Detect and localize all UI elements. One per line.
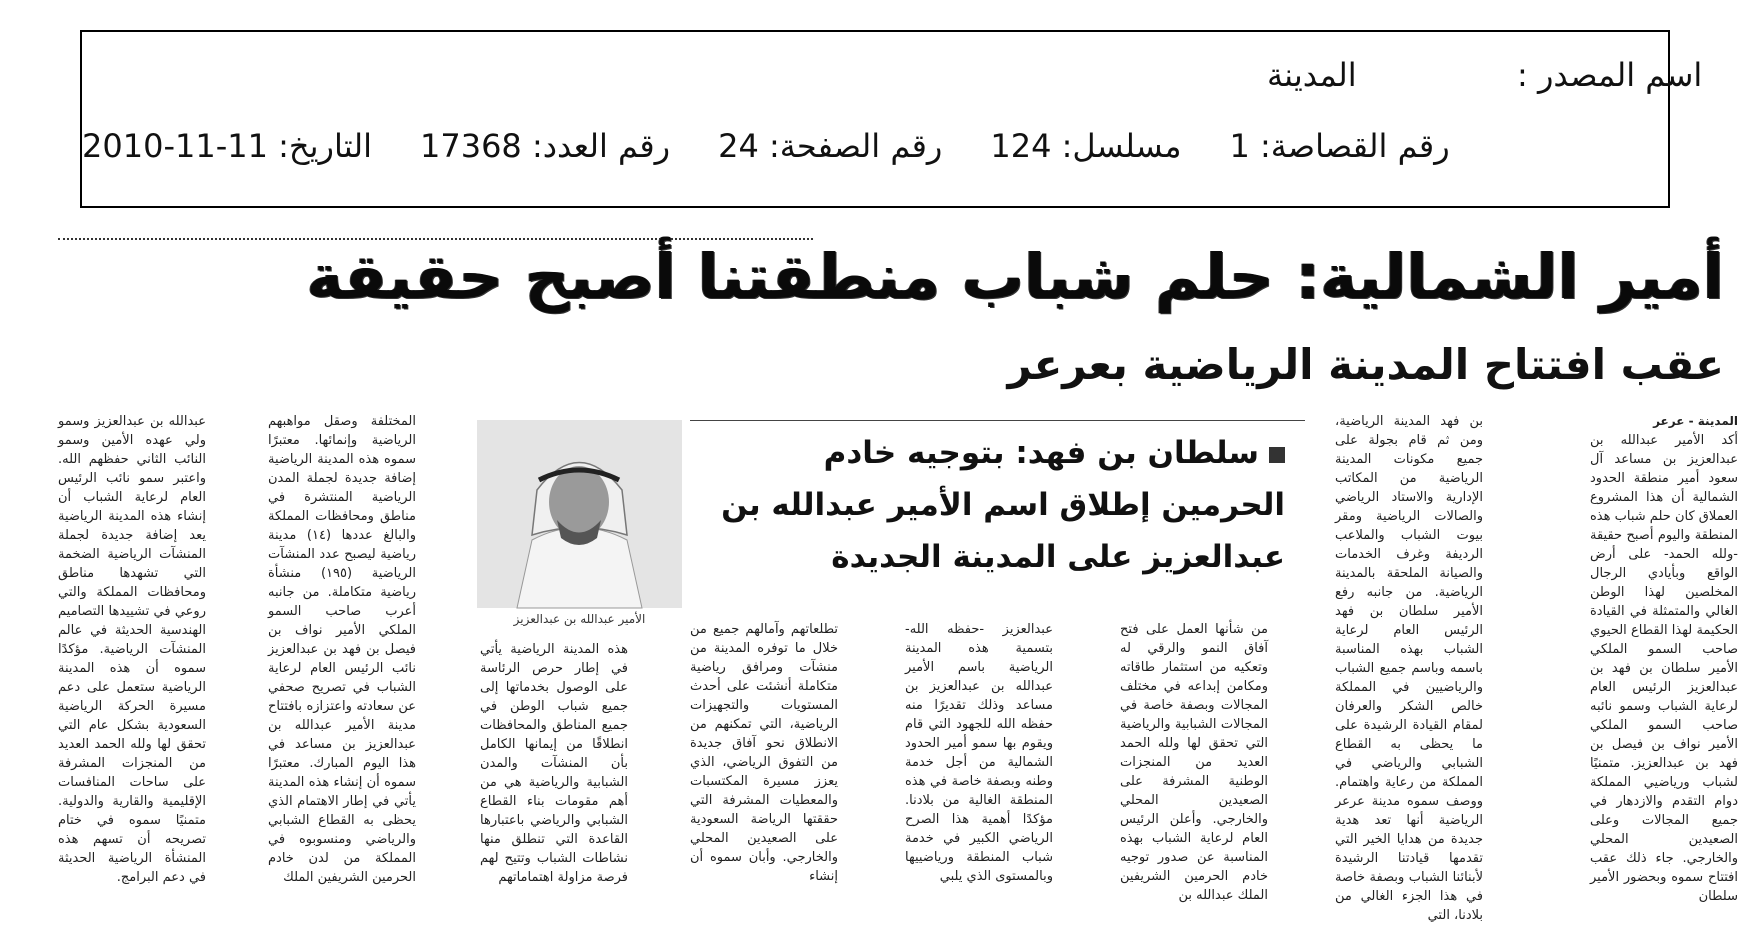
- clip-number: رقم القصاصة: 1: [1229, 127, 1450, 165]
- source-label: اسم المصدر :: [1517, 56, 1703, 94]
- metadata-row: [82, 127, 1642, 165]
- column-text: المختلفة وصقل مواهبهم الرياضية وإنمائها. معتبرًا سموه هذه المدينة الرياضية إضافة جديدة لجملة المدن الرياضية المنتشرة في مناطق ومحافظات المملكة والبالغ عددها (١٤) مدينة رياضية ليصبح عدد المنشآت الرياضية (١٩٥) منشأة رياضية متكاملة. من جانبه أعرب صاحب السمو الملكي الأمير نواف بن فيصل بن فهد بن عبدالعزيز نائب الرئيس العام لرعاية الشباب في تصريح صحفي عن سعادته واعتزازه بافتتاح مدينة الأمير عبدالله بن عبدالعزيز بن مساعد في هذا اليوم المبارك. معتبرًا سموه أن إنشاء هذه المدينة يأتي في إطار الاهتمام الذي يحظى به القطاع الشبابي والرياضي ومنسوبوه في المملكة من لدن خادم الحرمين الشريفين الملك: [268, 414, 416, 885]
- column-text: تطلعاتهم وآمالهم جميع من خلال ما توفره المدينة من منشآت ومرافق رياضية متكاملة أنشئت على أحدث المستويات والتجهيزات الرياضية، التي تمكنهم من الانطلاق نحو آفاق جديدة من التفوق الرياضي، الذي يعزز مسيرة المكتسبات والمعطيات المشرفة التي حققتها الرياضة السعودية على الصعيدين المحلي والخارجي. وأبان سموه أن إنشاء: [690, 622, 838, 884]
- column-text: أكد الأمير عبدالله بن عبدالعزيز بن مساعد آل سعود أمير منطقة الحدود الشمالية أن هذا المشروع العملاق كان حلم شباب هذه المنطقة واليوم أصبح حقيقة -ولله الحمد- على أرض الواقع وبأيادي الرجال المخلصين لهذا الوطن الغالي والمتمثلة في القيادة الحكيمة لهذا القطاع الحيوي صاحب السمو الملكي الأمير سلطان بن فهد بن عبدالعزيز الرئيس العام لرعاية الشباب وسمو نائبه صاحب السمو الملكي الأمير نواف بن فيصل بن فهد بن عبدالعزيز. متمنيًا لشباب ورياضيي المملكة دوام التقدم والازدهار في جميع المجالات وعلى الصعيدين المحلي والخارجي. جاء ذلك عقب افتتاح سموه وبحضور الأمير سلطان: [1590, 433, 1738, 904]
- article-column-5: [690, 620, 838, 884]
- article-subheadline: عقب افتتاح المدينة الرياضية بعرعر: [1007, 340, 1724, 389]
- source-info-box: [80, 30, 1703, 208]
- article-headline: أمير الشمالية: حلم شباب منطقتنا أصبح حقيقة: [306, 240, 1724, 313]
- portrait-photo: [477, 420, 682, 608]
- article-column-6: [480, 640, 628, 885]
- portrait-illustration: [477, 420, 682, 608]
- photo-caption: الأمير عبدالله بن عبدالعزيز: [513, 612, 646, 626]
- article-column-7: [268, 412, 416, 885]
- column-text: عبدالعزيز -حفظه الله- بتسمية هذه المدينة الرياضية باسم الأمير عبدالله بن عبدالعزيز بن مساعد وذلك تقديرًا منه حفظه الله للجهود التي قام ويقوم بها سمو أمير الحدود الشمالية من أجل خدمة وطنه وبصفة خاصة في هذه المنطقة الغالية من بلادنا. مؤكدًا أهمية هذا الصرح الرياضي الكبير في خدمة شباب المنطقة ورياضييها وبالمستوى الذي يلبي: [905, 622, 1053, 884]
- pull-quote-content: سلطان بن فهد: بتوجيه خادم الحرمين إطلاق اسم الأمير عبدالله بن عبدالعزيز على المدينة الجديدة: [721, 435, 1285, 575]
- article-column-8: [58, 412, 206, 885]
- pull-quote-text: [690, 427, 1305, 583]
- column-text: عبدالله بن عبدالعزيز وسمو ولي عهده الأمين وسمو النائب الثاني حفظهم الله. واعتبر سمو نائب الرئيس العام لرعاية الشباب أن إنشاء هذه المدينة الرياضية يعد إضافة جديدة لجملة المنشآت الرياضية الضخمة التي تشهدها مناطق ومحافظات المملكة والتي روعي في تشييدها التصاميم الهندسية الحديثة في عالم المنشآت الرياضية. مؤكدًا سموه أن هذه المدينة الرياضية ستعمل على دعم مسيرة الحركة الرياضية السعودية بشكل عام التي تحقق لها ولله الحمد العديد من المنجزات المشرفة على ساحات المنافسات الإقليمية والقارية والدولية. متمنيًا سموه في ختام تصريحه أن تسهم هذه المنشأة الرياضية الحديثة في دعم البرامج.: [58, 414, 206, 885]
- date-field: التاريخ: 11-11-2010: [82, 127, 372, 165]
- page-number: رقم الصفحة: 24: [718, 127, 943, 165]
- serial-number: مسلسل: 124: [990, 127, 1182, 165]
- article-column-4: [905, 620, 1053, 884]
- issue-number: رقم العدد: 17368: [419, 127, 671, 165]
- column-text: من شأنها العمل على فتح آفاق النمو والرقي له وتعكيه من استثمار طاقاته ومكامن إبداعه في مختلف المجالات وبصفة خاصة في المجالات الشبابية والرياضية التي تحقق لها ولله الحمد العديد من المنجزات الوطنية المشرفة على الصعيدين المحلي والخارجي. وأعلن الرئيس العام لرعاية الشباب بهذه المناسبة عن صدور توجيه خادم الحرمين الشريفين الملك عبدالله بن: [1120, 622, 1268, 903]
- dateline: المدينة - عرعر: [1653, 414, 1738, 428]
- article-column-1: [1590, 412, 1738, 904]
- pull-quote: [690, 420, 1305, 581]
- source-value: المدينة: [1267, 56, 1357, 94]
- column-text: بن فهد المدينة الرياضية، ومن ثم قام بجولة على جميع مكونات المدينة الرياضية من المكاتب الإدارية والاستاد الرياضي والصالات الرياضية ومقر بيوت الشباب والملاعب الرديفة وغرف الخدمات والصيانة الملحقة بالمدينة الرياضية. من جانبه رفع الأمير سلطان بن فهد الرئيس العام لرعاية الشباب بهذه المناسبة باسمه وباسم جميع الشباب والرياضيين في المملكة خالص الشكر والعرفان لمقام القيادة الرشيدة على ما يحظى به القطاع الشبابي والرياضي في المملكة من رعاية واهتمام. ووصف سموه مدينة عرعر الرياضية أنها تعد هدية جديدة من هدايا الخير التي تقدمها قيادتنا الرشيدة لأبنائنا الشباب وبصفة خاصة في هذا الجزء الغالي من بلادنا، التي: [1335, 414, 1483, 923]
- square-bullet-icon: [1269, 447, 1285, 463]
- article-column-2: [1335, 412, 1483, 923]
- article-column-3: [1120, 620, 1268, 903]
- column-text: هذه المدينة الرياضية يأتي في إطار حرص الرئاسة على الوصول بخدماتها إلى جميع شباب الوطن في جميع المناطق والمحافظات انطلاقًا من إيمانها الكامل بأن المنشآت والمدن الشبابية والرياضية هي من أهم مقومات بناء القطاع الشبابي والرياضي باعتبارها القاعدة التي تنطلق منها نشاطات الشباب وتتيح لهم فرصة مزاولة اهتماماتهم: [480, 642, 628, 885]
